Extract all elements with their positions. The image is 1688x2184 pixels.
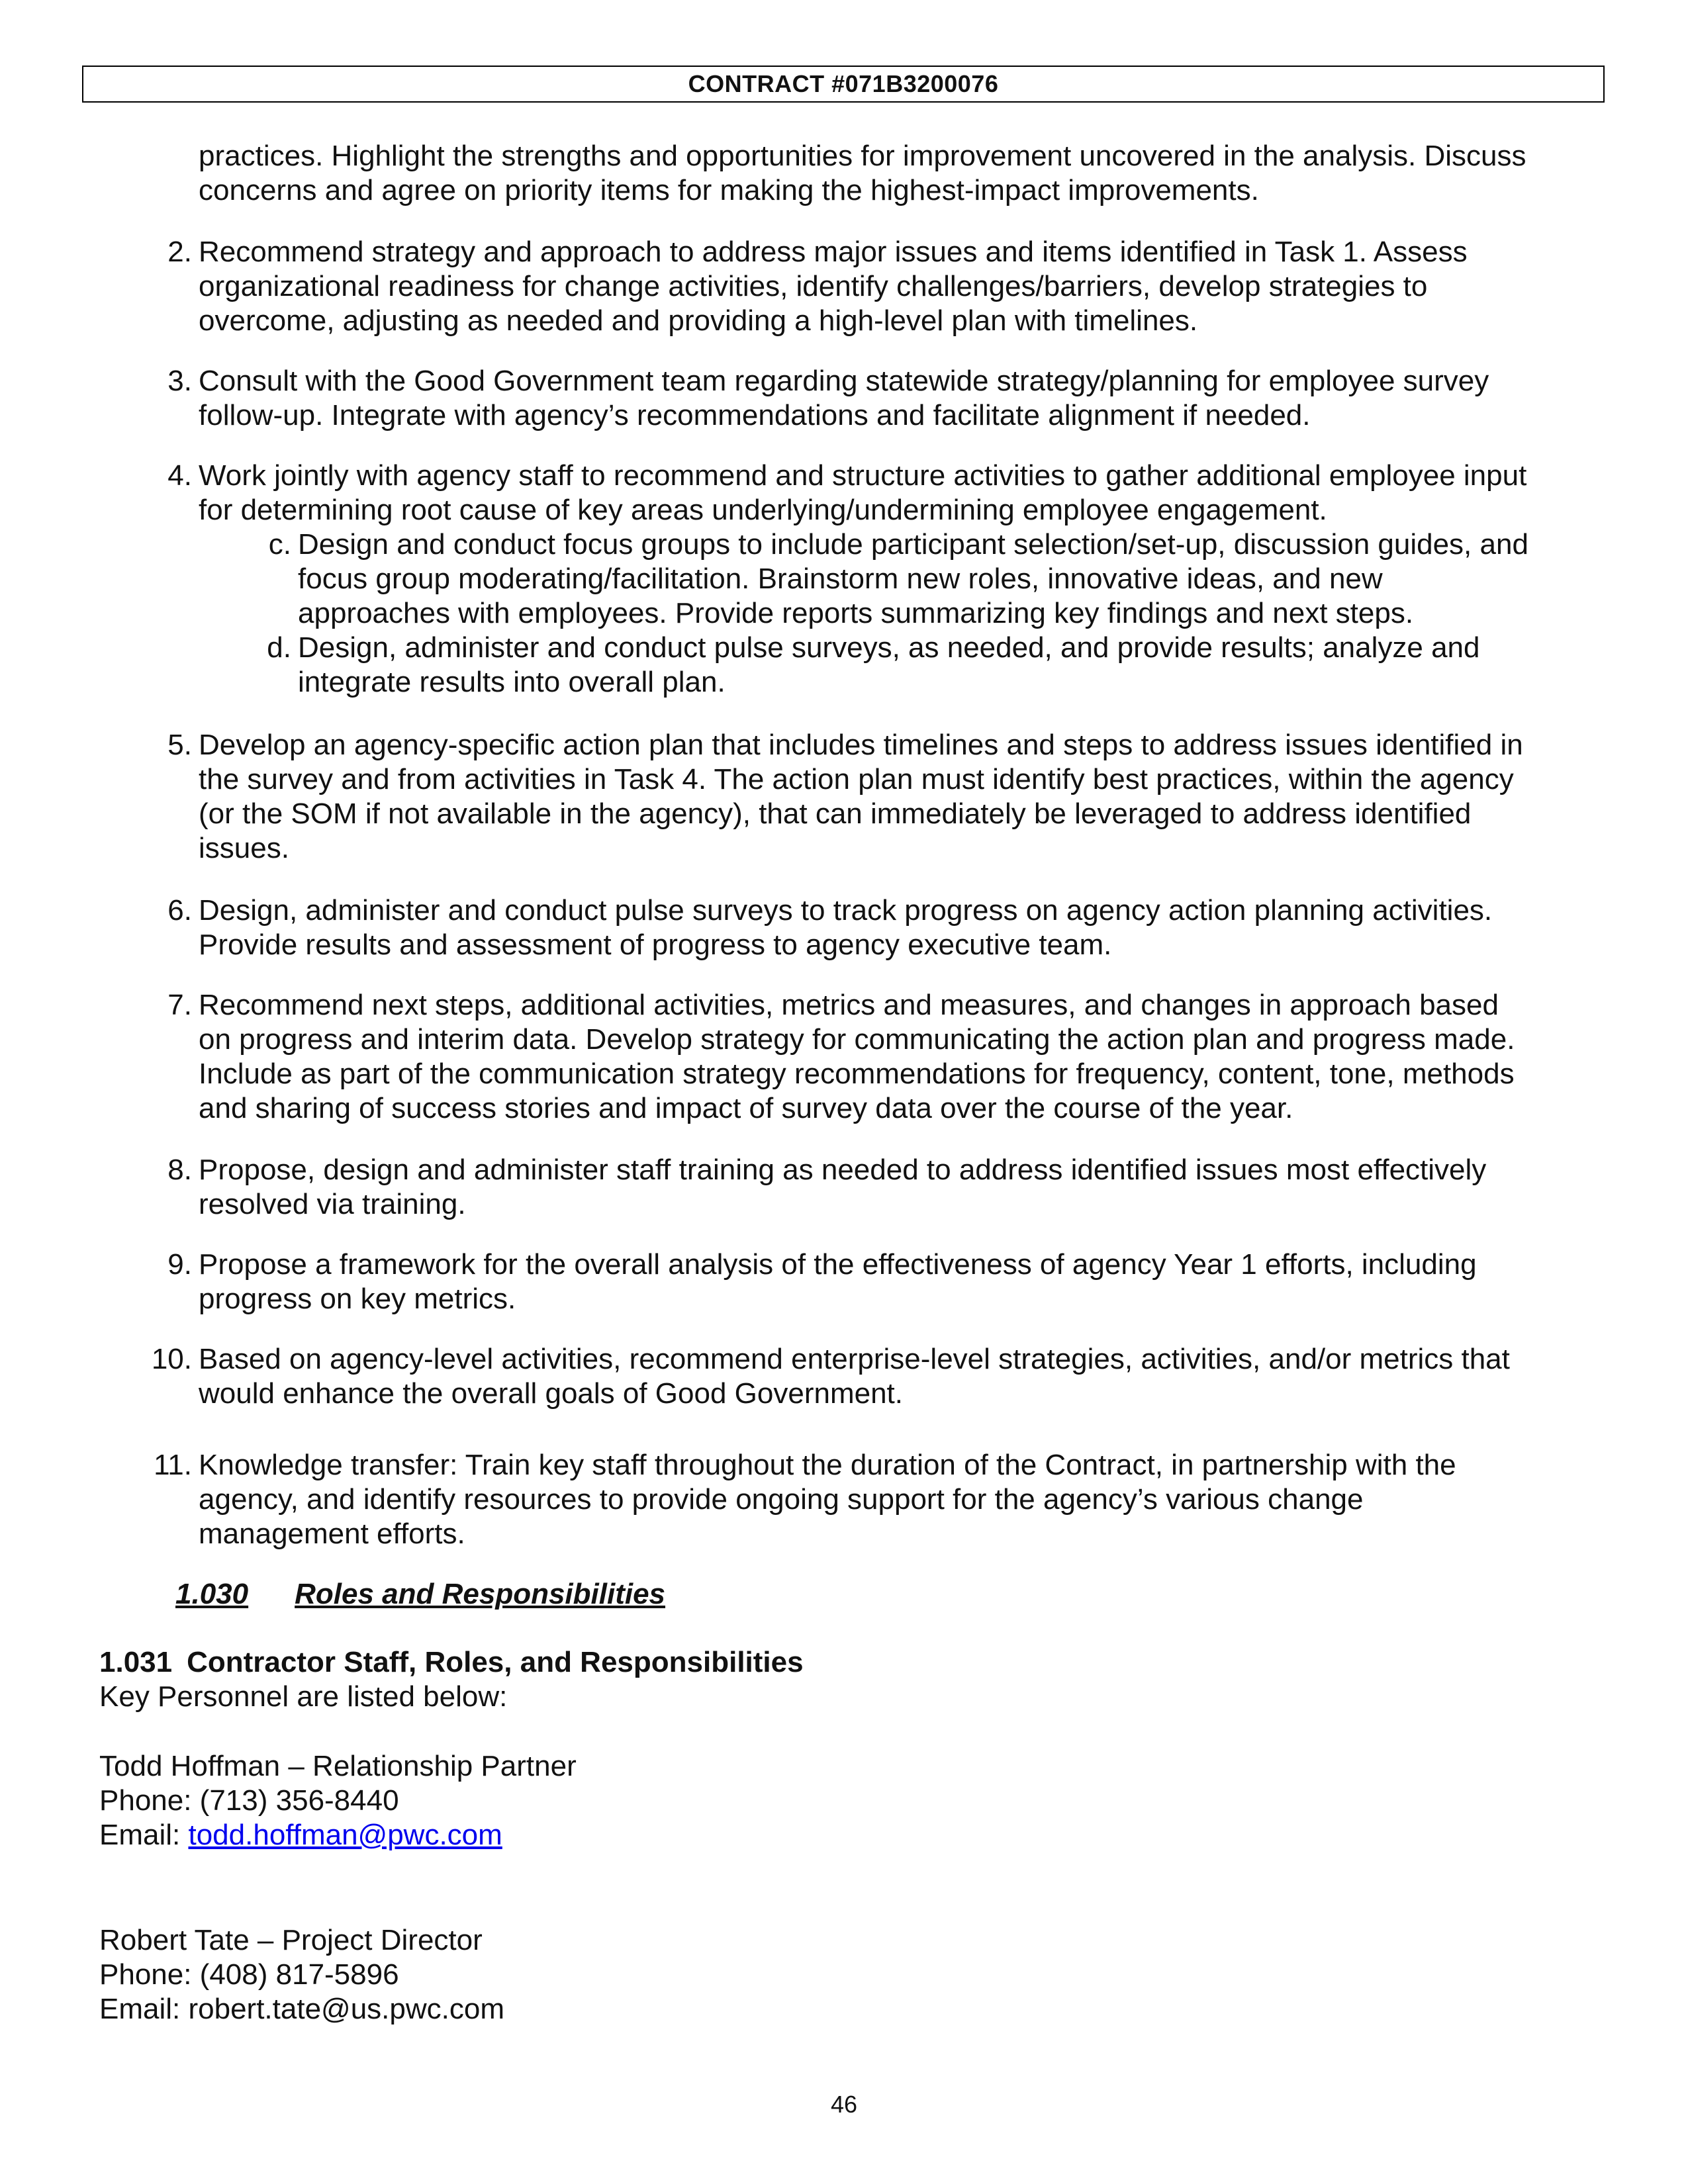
list-item-line: Based on agency-level activities, recommend enterprise-level strategies, activities, and/or metrics that xyxy=(199,1343,1510,1375)
contract-number: CONTRACT #071B3200076 xyxy=(688,70,999,97)
list-item-line: Recommend next steps, additional activities, metrics and measures, and changes in approach based xyxy=(199,989,1499,1021)
contract-header xyxy=(82,66,1605,103)
list-number: 5. xyxy=(167,729,192,761)
list-number: 8. xyxy=(167,1154,192,1186)
email-label: Email: xyxy=(99,1993,189,2025)
sublist-item-line: focus group moderating/facilitation. Brainstorm new roles, innovative ideas, and new xyxy=(298,563,1383,595)
list-number: 4. xyxy=(167,459,192,492)
email-link[interactable]: todd.hoffman@pwc.com xyxy=(188,1819,502,1851)
personnel-name-role: Robert Tate – Project Director xyxy=(99,1924,483,1956)
key-personnel-intro: Key Personnel are listed below: xyxy=(99,1680,508,1713)
list-item-line: Design, administer and conduct pulse surveys to track progress on agency action planning activities. xyxy=(199,894,1493,927)
list-item-line: the survey and from activities in Task 4. The action plan must identify best practices, within the agency xyxy=(199,763,1514,796)
page-number: 46 xyxy=(830,2091,858,2118)
personnel-phone: Phone: (713) 356-8440 xyxy=(99,1784,399,1817)
sublist-item-line: integrate results into overall plan. xyxy=(298,666,726,698)
list-number: 2. xyxy=(167,236,192,268)
list-item-line: Recommend strategy and approach to address major issues and items identified in Task 1. Assess xyxy=(199,236,1468,268)
intro-line: concerns and agree on priority items for making the highest-impact improvements. xyxy=(199,174,1259,206)
personnel-phone: Phone: (408) 817-5896 xyxy=(99,1958,399,1991)
list-item-line: Develop an agency-specific action plan that includes timelines and steps to address issues identified in xyxy=(199,729,1523,761)
list-item-line: and sharing of success stories and impact of survey data over the course of the year. xyxy=(199,1092,1293,1124)
list-item-line: Knowledge transfer: Train key staff throughout the duration of the Contract, in partnership with the xyxy=(199,1449,1456,1481)
list-number: 10. xyxy=(151,1343,192,1375)
section-title: Roles and Responsibilities xyxy=(295,1578,666,1610)
list-item-line: Include as part of the communication strategy recommendations for frequency, content, tone, methods xyxy=(199,1058,1515,1090)
sublist-item-line: Design and conduct focus groups to include participant selection/set-up, discussion guides, and xyxy=(298,528,1528,561)
list-item-line: overcome, adjusting as needed and providing a high-level plan with timelines. xyxy=(199,304,1198,337)
list-item-line: would enhance the overall goals of Good Government. xyxy=(199,1377,903,1410)
personnel-email-row xyxy=(99,1992,504,2026)
list-item-line: Propose, design and administer staff training as needed to address identified issues most effectively xyxy=(199,1154,1487,1186)
list-number: 9. xyxy=(167,1248,192,1281)
list-item-line: on progress and interim data. Develop strategy for communicating the action plan and progress made. xyxy=(199,1023,1515,1056)
list-item-line: (or the SOM if not available in the agency), that can immediately be leveraged to address identified xyxy=(199,797,1472,830)
intro-line: practices. Highlight the strengths and opportunities for improvement uncovered in the analysis. Discuss xyxy=(199,140,1526,172)
sublist-item-line: approaches with employees. Provide reports summarizing key findings and next steps. xyxy=(298,597,1414,629)
list-item-line: resolved via training. xyxy=(199,1188,466,1220)
sublist-item-line: Design, administer and conduct pulse surveys, as needed, and provide results; analyze and xyxy=(298,631,1480,664)
list-item-line: follow-up. Integrate with agency’s recommendations and facilitate alignment if needed. xyxy=(199,399,1311,432)
list-item-line: Consult with the Good Government team regarding statewide strategy/planning for employee survey xyxy=(199,365,1489,397)
list-number: 7. xyxy=(167,989,192,1021)
list-item-line: progress on key metrics. xyxy=(199,1283,516,1315)
sublist-letter: c. xyxy=(268,528,291,561)
section-heading xyxy=(175,1577,665,1612)
subsection-number: 1.031 xyxy=(99,1646,173,1678)
list-item-line: for determining root cause of key areas underlying/undermining employee engagement. xyxy=(199,494,1327,526)
list-item-line: Work jointly with agency staff to recommend and structure activities to gather additional employee input xyxy=(199,459,1527,492)
list-number: 3. xyxy=(167,365,192,397)
section-number: 1.030 xyxy=(175,1578,249,1610)
email-text: robert.tate@us.pwc.com xyxy=(188,1993,504,2025)
list-item-line: issues. xyxy=(199,832,289,864)
list-item-line: Provide results and assessment of progress to agency executive team. xyxy=(199,929,1112,961)
sublist-letter: d. xyxy=(267,631,291,664)
list-item-line: management efforts. xyxy=(199,1518,465,1550)
list-number: 11. xyxy=(154,1449,192,1481)
list-number: 6. xyxy=(167,894,192,927)
list-item-line: agency, and identify resources to provide ongoing support for the agency’s various change xyxy=(199,1483,1364,1516)
personnel-email-row xyxy=(99,1818,502,1852)
email-label: Email: xyxy=(99,1819,189,1851)
subsection-title: Contractor Staff, Roles, and Responsibilities xyxy=(187,1646,804,1678)
list-item-line: Propose a framework for the overall analysis of the effectiveness of agency Year 1 efforts, including xyxy=(199,1248,1477,1281)
list-item-line: organizational readiness for change activities, identify challenges/barriers, develop strategies to xyxy=(199,270,1428,302)
personnel-name-role: Todd Hoffman – Relationship Partner xyxy=(99,1750,577,1782)
subsection-heading xyxy=(99,1645,804,1680)
